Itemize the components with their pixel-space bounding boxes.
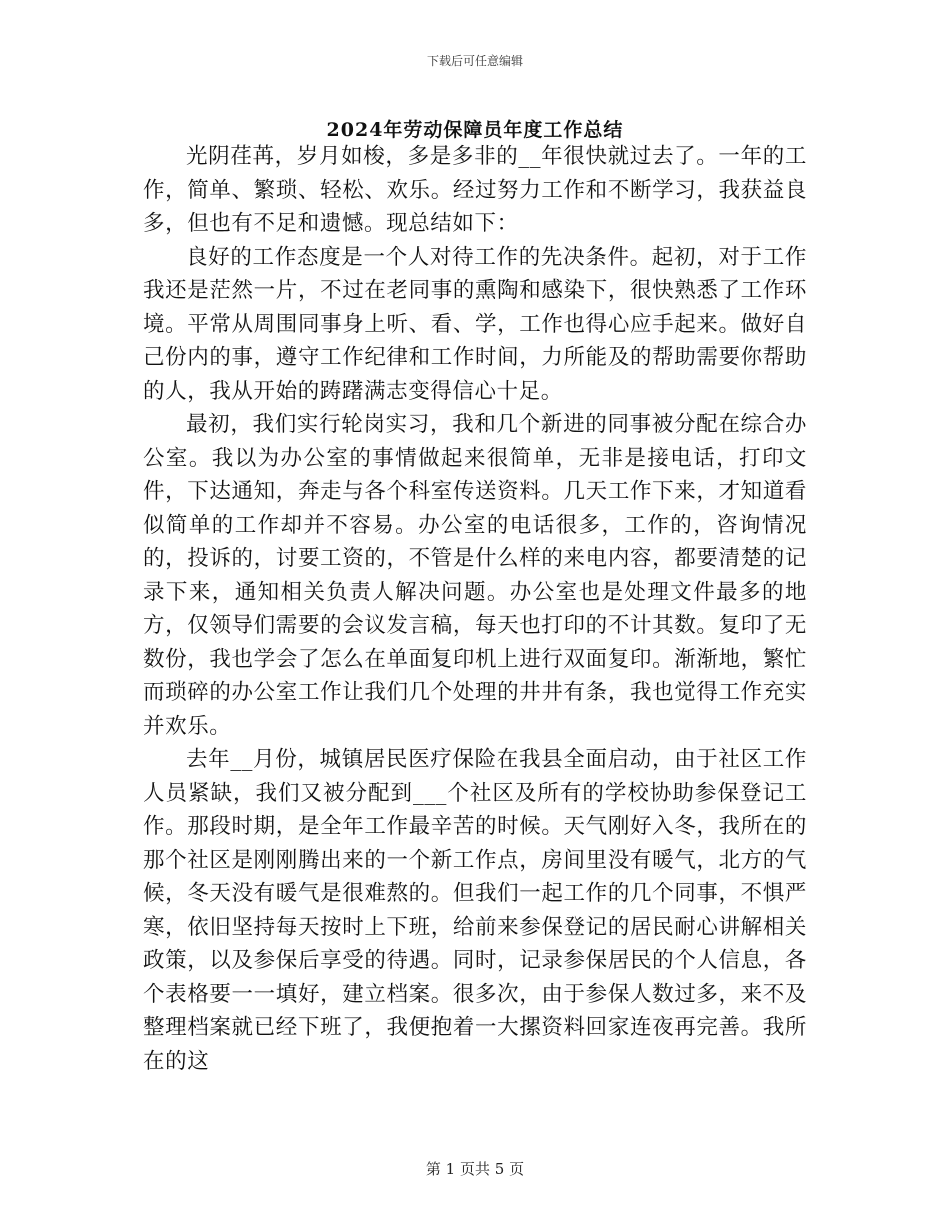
paragraph: 良好的工作态度是一个人对待工作的先决条件。起初，对于工作我还是茫然一片，不过在老同事的熏陶和感染下，很快熟悉了工作环境。平常从周围同事身上听、看、学，工作也得心应手起来。做好自己份内的事，遵守工作纪律和工作时间，力所能及的帮助需要你帮助的人，我从开始的踌躇满志变得信心十足。 [143, 244, 807, 404]
document-title: 2024年劳动保障员年度工作总结 [326, 119, 624, 141]
page-number: 第 1 页共 5 页 [425, 1160, 525, 1178]
document-body [143, 140, 807, 1078]
header-note: 下载后可任意编辑 [426, 54, 523, 68]
paragraph: 最初，我们实行轮岗实习，我和几个新进的同事被分配在综合办公室。我以为办公室的事情做起来很简单，无非是接电话，打印文件，下达通知，奔走与各个科室传送资料。几天工作下来，才知道看似简单的工作却并不容易。办公室的电话很多，工作的，咨询情况的，投诉的，讨要工资的，不管是什么样的来电内容，都要清楚的记录下来，通知相关负责人解决问题。办公室也是处理文件最多的地方，仅领导们需要的会议发言稿，每天也打印的不计其数。复印了无数份，我也学会了怎么在单面复印机上进行双面复印。渐渐地，繁忙而琐碎的办公室工作让我们几个处理的井井有条，我也觉得工作充实并欢乐。 [143, 412, 807, 739]
paragraph: 去年__月份，城镇居民医疗保险在我县全面启动，由于社区工作人员紧缺，我们又被分配到___个社区及所有的学校协助参保登记工作。那段时期，是全年工作最辛苦的时候。天气刚好入冬，我所在的那个社区是刚刚腾出来的一个新工作点，房间里没有暖气，北方的气候，冬天没有暖气是很难熬的。但我们一起工作的几个同事，不惧严寒，依旧坚持每天按时上下班，给前来参保登记的居民耐心讲解相关政策，以及参保后享受的待遇。同时，记录参保居民的个人信息，各个表格要一一填好，建立档案。很多次，由于参保人数过多，来不及整理档案就已经下班了，我便抱着一大摞资料回家连夜再完善。我所在的这 [143, 747, 807, 1074]
paragraph: 光阴荏苒，岁月如梭，多是多非的__年很快就过去了。一年的工作，简单、繁琐、轻松、欢乐。经过努力工作和不断学习，我获益良多，但也有不足和遗憾。现总结如下： [143, 144, 807, 236]
